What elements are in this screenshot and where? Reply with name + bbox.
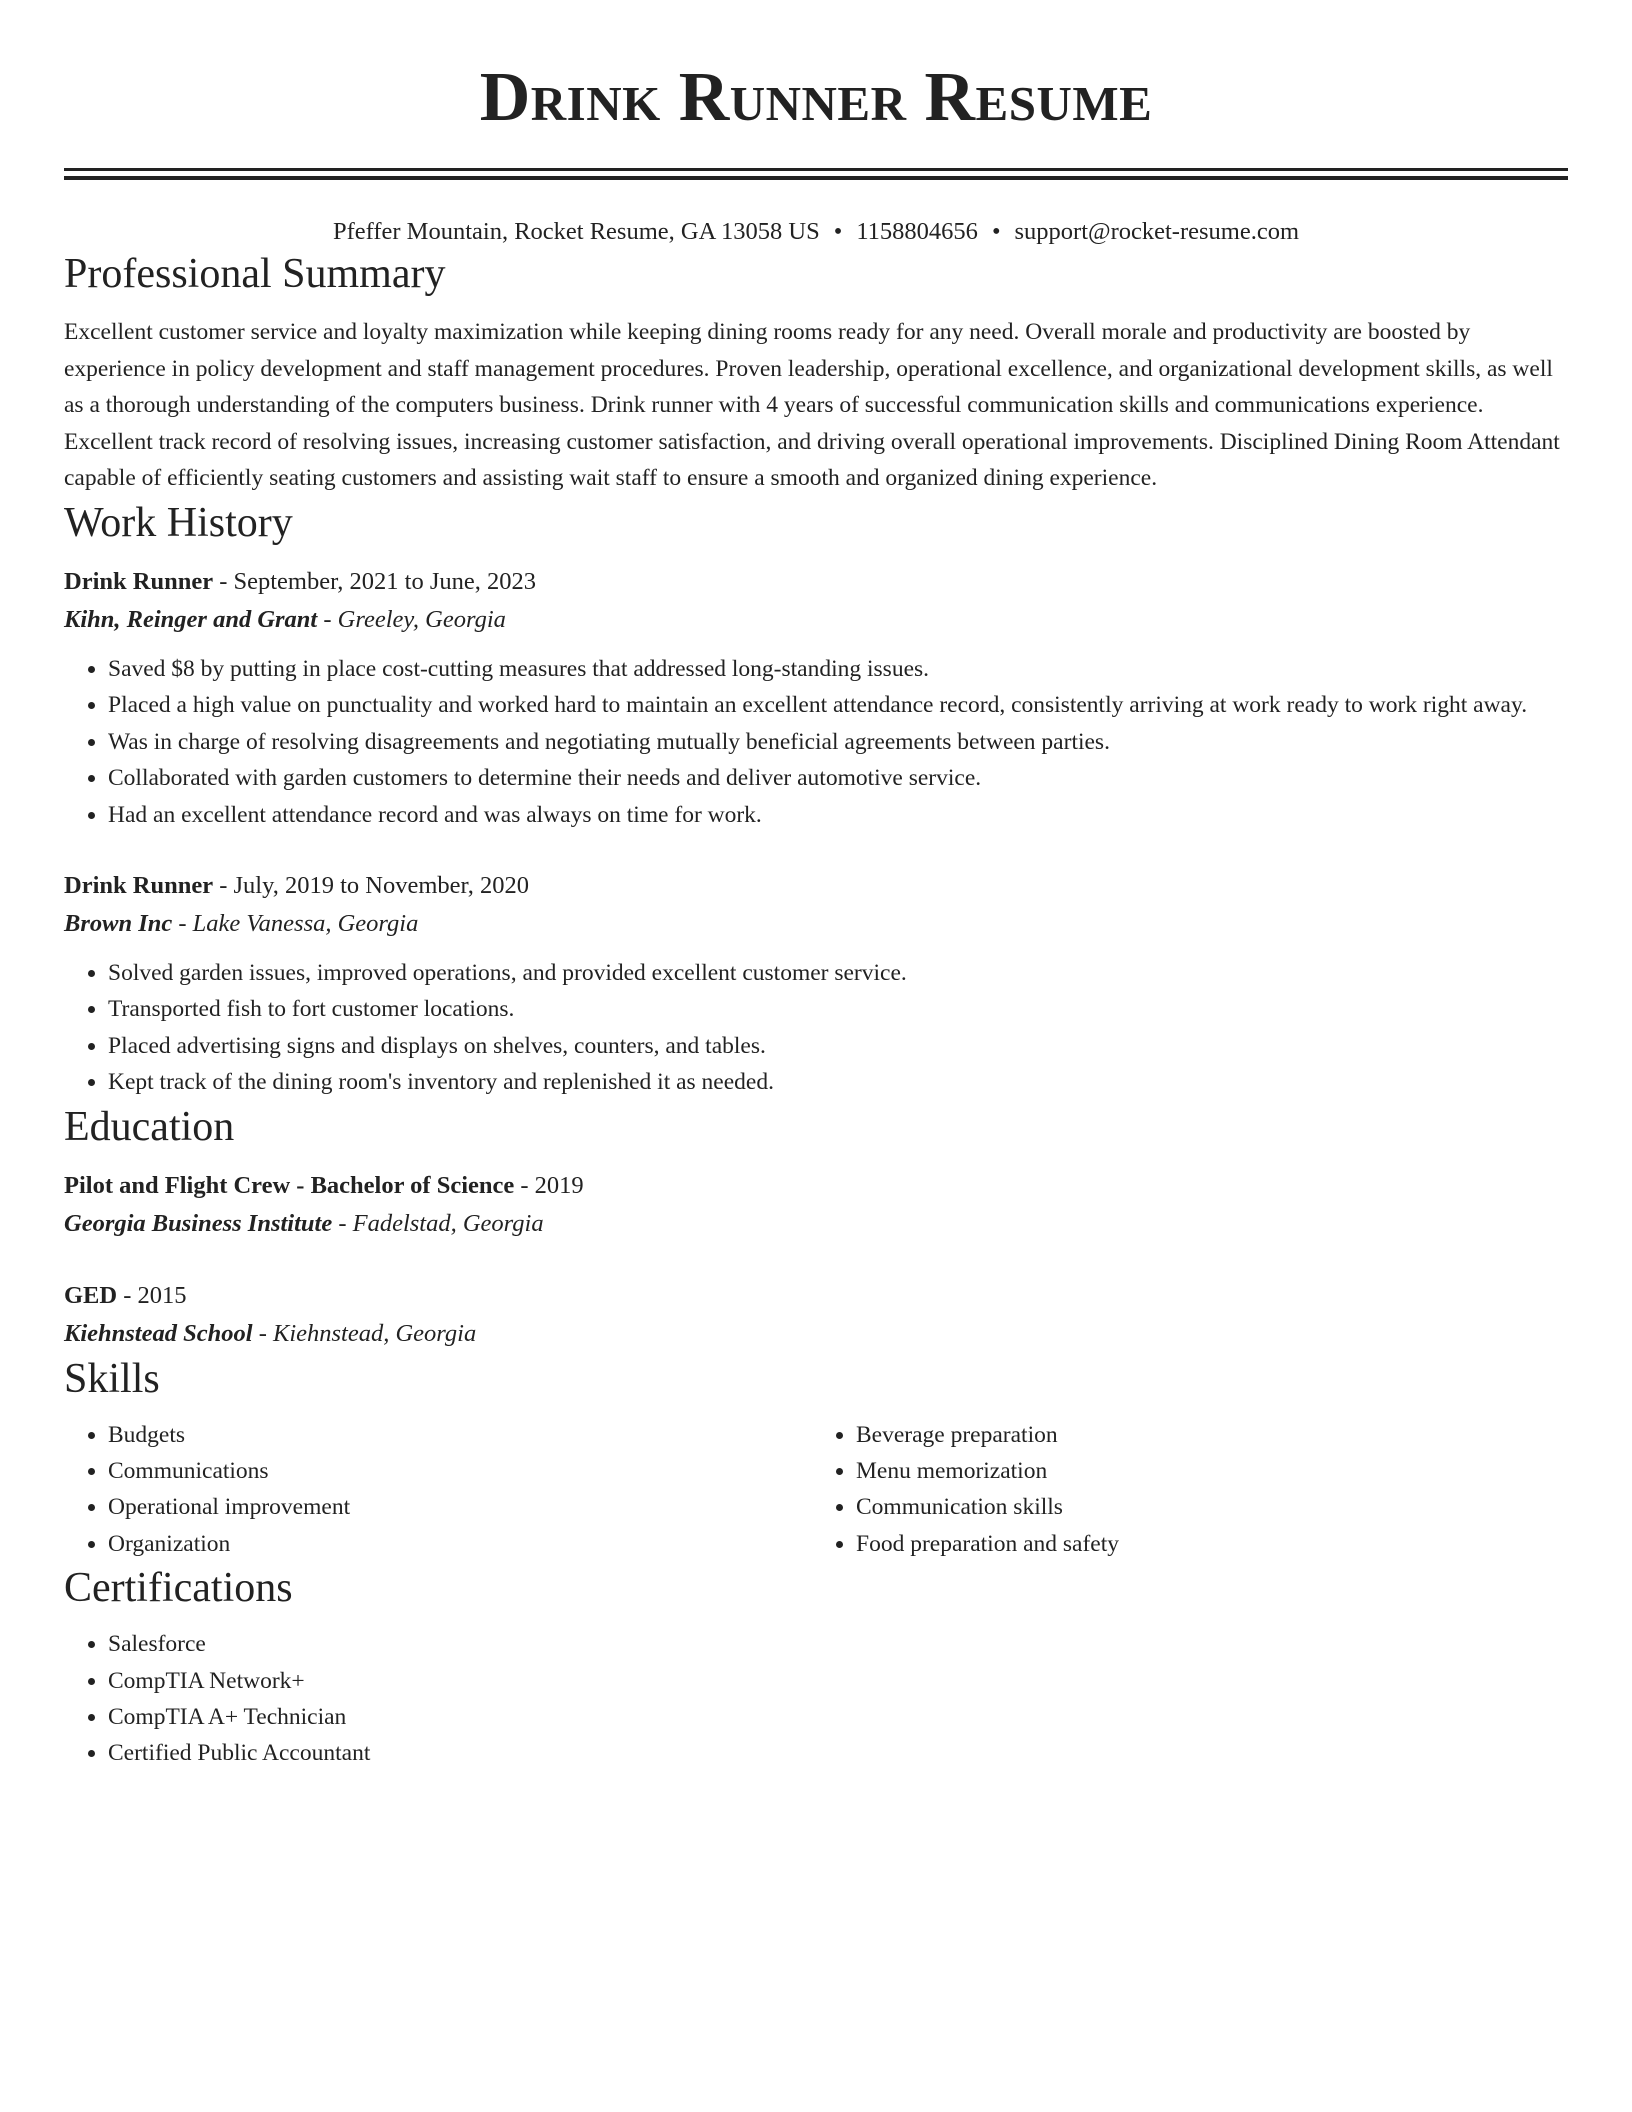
certification-item: • Certified Public Accountant [108, 1735, 1568, 1771]
certification-item: • CompTIA A+ Technician [108, 1699, 1568, 1735]
job-duty-item: • Saved $8 by putting in place cost-cutting measures that addressed long-standing issues. [108, 651, 1568, 687]
job-header [64, 563, 1568, 601]
summary-text: Excellent customer service and loyalty maximization while keeping dining rooms ready for any need. Overall morale and productivity are boosted by experience in policy development and staff management procedures. Proven leadership, operational excellence, and organizational development skills, as well as a thorough understanding of the computers business. Drink runner with 4 years of successful communication skills and communications experience. Excellent track record of resolving issues, increasing customer satisfaction, and driving overall operational improvements. Disciplined Dining Room Attendant capable of efficiently seating customers and assisting wait staff to ensure a smooth and organized dining experience. [64, 319, 1560, 492]
skills-heading: Skills [64, 1355, 160, 1402]
school-location: - Kiehnstead, Georgia [252, 1319, 477, 1347]
title-divider-bottom [64, 176, 1568, 180]
school-location: - Fadelstad, Georgia [332, 1209, 544, 1237]
school-name: Kiehnstead School [64, 1319, 253, 1347]
job-dates: - September, 2021 to June, 2023 [213, 567, 536, 595]
skills-list-right [816, 1417, 1568, 1563]
certifications-list [64, 1626, 1568, 1772]
degree-line [64, 1167, 1568, 1205]
skill-item: • Organization [108, 1526, 816, 1562]
job-duty-item: • Transported fish to fort customer locations. [108, 991, 1568, 1027]
job-duties-list [64, 651, 1568, 833]
summary-heading: Professional Summary [64, 251, 446, 297]
contact-phone: 1158804656 [856, 218, 978, 245]
skill-item: • Menu memorization [856, 1453, 1568, 1489]
skill-item: • Food preparation and safety [856, 1526, 1568, 1562]
degree-line [64, 1277, 1568, 1315]
job-dates: - July, 2019 to November, 2020 [213, 872, 529, 899]
job-employer [64, 905, 1568, 943]
resume-title: Drink Runner Resume [479, 59, 1153, 136]
skill-item: • Beverage preparation [856, 1417, 1568, 1453]
skills-list-left [64, 1417, 816, 1563]
job-duty-item: • Collaborated with garden customers to determine their needs and deliver automotive service. [108, 760, 1568, 796]
skill-item: • Budgets [108, 1417, 816, 1453]
job-duty-item: • Kept track of the dining room's inventory and replenished it as needed. [108, 1064, 1568, 1100]
contact-email: support@rocket-resume.com [1014, 218, 1300, 245]
education-heading: Education [64, 1103, 235, 1150]
job-header [64, 867, 1568, 905]
school-line [64, 1315, 1568, 1353]
education-entry [64, 1277, 1568, 1353]
skill-item: • Operational improvement [108, 1489, 816, 1525]
degree-year: - 2019 [514, 1171, 584, 1199]
education-entry [64, 1167, 1568, 1243]
job-duty-item: • Placed a high value on punctuality and worked hard to maintain an excellent attendance record, consistently arriving at work ready to work right away. [108, 687, 1568, 723]
skill-item: • Communications [108, 1453, 816, 1489]
skill-item: • Communication skills [856, 1489, 1568, 1525]
job-title: Drink Runner [64, 872, 214, 899]
certification-item: • Salesforce [108, 1626, 1568, 1662]
contact-separator: • [991, 218, 1001, 245]
company-location: - Lake Vanessa, Georgia [172, 910, 419, 937]
work-history-heading: Work History [64, 499, 293, 546]
job-employer [64, 601, 1568, 639]
job-duties-list [64, 955, 1568, 1101]
job-duty-item: • Was in charge of resolving disagreements and negotiating mutually beneficial agreements between parties. [108, 724, 1568, 760]
contact-separator: • [833, 218, 843, 245]
job-duty-item: • Solved garden issues, improved operations, and provided excellent customer service. [108, 955, 1568, 991]
work-entry [64, 867, 1568, 1101]
skills-columns [64, 1417, 1568, 1563]
certifications-heading: Certifications [64, 1565, 293, 1612]
job-title: Drink Runner [64, 567, 214, 595]
contact-address: Pfeffer Mountain, Rocket Resume, GA 13058 US [332, 218, 820, 245]
title-divider-top [64, 168, 1568, 171]
school-name: Georgia Business Institute [64, 1209, 333, 1237]
certification-item: • CompTIA Network+ [108, 1663, 1568, 1699]
job-duty-item: • Had an excellent attendance record and was always on time for work. [108, 797, 1568, 833]
job-duty-item: • Placed advertising signs and displays on shelves, counters, and tables. [108, 1028, 1568, 1064]
degree-name: GED [64, 1281, 118, 1309]
degree-name: Pilot and Flight Crew - Bachelor of Science [64, 1171, 515, 1199]
school-line [64, 1205, 1568, 1243]
company-name: Kihn, Reinger and Grant [64, 605, 318, 633]
company-location: - Greeley, Georgia [317, 605, 506, 633]
degree-year: - 2015 [117, 1281, 187, 1309]
work-entry [64, 563, 1568, 833]
company-name: Brown Inc [64, 910, 173, 937]
contact-line [64, 216, 1568, 248]
